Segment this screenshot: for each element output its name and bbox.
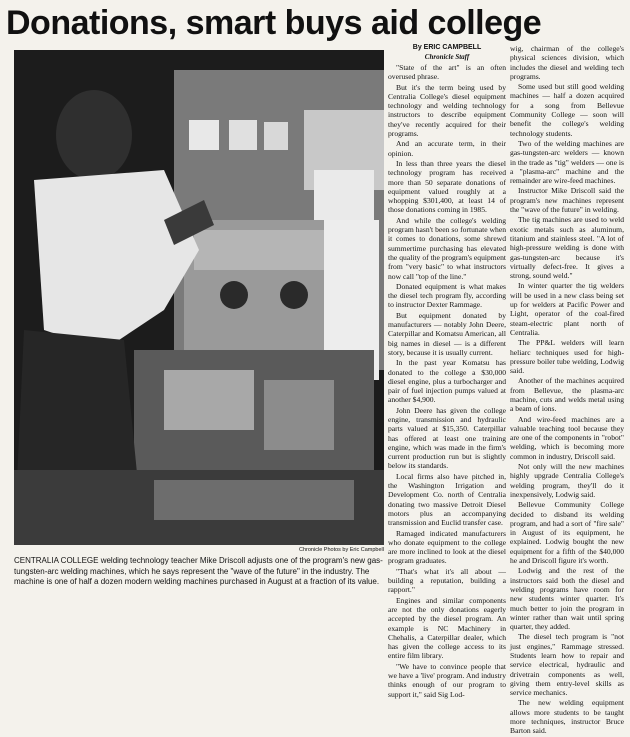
paragraph: In winter quarter the tig welders will be used in a new class being set up for welders at Pacific Power and Light, operator of the coal-fired steam-electric plant north of Centralia. xyxy=(510,281,624,337)
paragraph: Engines and similar components are not the only donations eagerly accepted by the diesel program. An example is NC Machinery in Chehalis, a Caterpillar dealer, which has given the college access to its entire film library. xyxy=(388,595,506,661)
photo-credit: Chronicle Photos by Eric Campbell xyxy=(299,547,384,553)
paragraph: In less than three years the diesel technology program has received more than 50 separate donations of equipment valued roughly at a whopping $301,400, at least 14 of those donations coming in 1985. xyxy=(388,158,506,215)
paragraph: Donated equipment is what makes the diesel tech program fly, according to instructor Dexter Rammage. xyxy=(388,281,506,310)
article-column-2 xyxy=(510,44,624,737)
paragraph: The tig machines are used to weld exotic metals such as aluminum, titanium and stainless steel. "A lot of high-pressure welding is done with gas-tungsten-arc because it's virtually defect-free. It gives a strong, sound weld." xyxy=(510,215,624,281)
news-photo xyxy=(14,50,384,545)
headline: Donations, smart buys aid college xyxy=(6,4,542,42)
paragraph: The new welding equipment allows more students to be taught more techniques, instructor Bruce Barton said. xyxy=(510,698,624,736)
article-column-1 xyxy=(388,44,506,700)
paragraph: Another of the machines acquired from Bellevue, the plasma-arc machine, cuts and welds metal using a beam of ions. xyxy=(510,376,624,414)
paragraph: Local firms also have pitched in, the Washington Irrigation and Development Co. north of Centralia donating two massive Detroit Diesel motors plus an accompanying transmission and Euclid transfer case. xyxy=(388,471,506,528)
paragraph: wig, chairman of the college's physical sciences division, which includes the diesel and welding tech programs. xyxy=(510,44,624,81)
paragraph: In the past year Komatsu has donated to the college a $30,000 diesel engine, plus a turbocharger and pair of fuel injection pumps valued at another $4,900. xyxy=(388,358,506,405)
byline-author: By ERIC CAMPBELL xyxy=(412,44,482,51)
paragraph: And wire-feed machines are a valuable teaching tool because they are one of the components in "robot" welding, which is becoming more common in industry, Driscoll said. xyxy=(510,414,624,461)
paragraph: Lodwig and the rest of the instructors said both the diesel and welding programs have room for new students winter quarter. It's much better to join the program in winter rather than wait until spring quarter, they added. xyxy=(510,566,624,632)
paragraph: Bellevue Community College decided to disband its welding program, and had a sort of "fire sale" in August of its equipment, he explained. Lodwig bought the new equipment for a fifth of the $40,000 he and Driscoll figure it's worth. xyxy=(510,500,624,566)
paragraph: And an accurate term, in their opinion. xyxy=(388,139,506,158)
paragraph: "State of the art" is an often overused phrase. xyxy=(388,63,506,82)
paragraph: But equipment donated by manufacturers — notably John Deere, Caterpillar and Komatsu American, all big names in diesel — is a different story, because it is usually current. xyxy=(388,310,506,357)
paragraph: Not only will the new machines highly upgrade Centralia College's welding program, they'll do it inexpensively, Lodwig said. xyxy=(510,462,624,499)
paragraph: John Deere has given the college engine, transmission and hydraulic parts valued at $15,350. Caterpillar has offered at least one training engine, which was made in the firm's current production run but is slightly below its standards. xyxy=(388,405,506,471)
paragraph: The PP&L welders will learn heliarc techniques used for high-pressure boiler tube welding, Lodwig said. xyxy=(510,338,624,376)
paragraph: And while the college's welding program hasn't been so fortunate when it comes to donations, some shrewd summertime purchasing has elevated the quality of the program's equipment from "very basic" to what instructors now call "top of the line." xyxy=(388,215,506,281)
paragraph: The diesel tech program is "not just engines," Rammage stressed. Students learn how to repair and service electrical, hydraulic and drivetrain components as well, giving them entry-level skills as service mechanics. xyxy=(510,632,624,698)
paragraph: Some used but still good welding machines — half a dozen acquired for a song from Bellevue Community College — soon will benefit the college's welding technology students. xyxy=(510,82,624,138)
paragraph: Two of the welding machines are gas-tungsten-arc welders — known in the trade as "tig" welders — one is a "plasma-arc" machine and the remainder are wire-feed machines. xyxy=(510,138,624,186)
paragraph: Instructor Mike Driscoll said the program's new machines represent the "wave of the future" in welding. xyxy=(510,186,624,215)
paragraph: Ramaged indicated manufacturers who donate equipment to the college are more inclined to look at the diesel program graduates. xyxy=(388,528,506,566)
paragraph: "We have to convince people that we have a 'live' program. And industry thinks enough of our program to support it," said Sig Lod- xyxy=(388,661,506,699)
photo-caption: CENTRALIA COLLEGE welding technology teacher Mike Driscoll adjusts one of the program's new gas-tungsten-arc welding machines, which he says represent the "wave of the future" in the industry. The machine is one of half a dozen modern welding machines purchased in August at a fraction of its value. xyxy=(14,556,383,587)
paragraph: "That's what it's all about — building a reputation, building a rapport." xyxy=(388,566,506,595)
byline-staff: Chronicle Staff xyxy=(424,52,470,61)
paragraph: But it's the term being used by Centralia College's diesel equipment technology and welding technology instructors to describe equipment they've recently acquired for their programs. xyxy=(388,82,506,139)
